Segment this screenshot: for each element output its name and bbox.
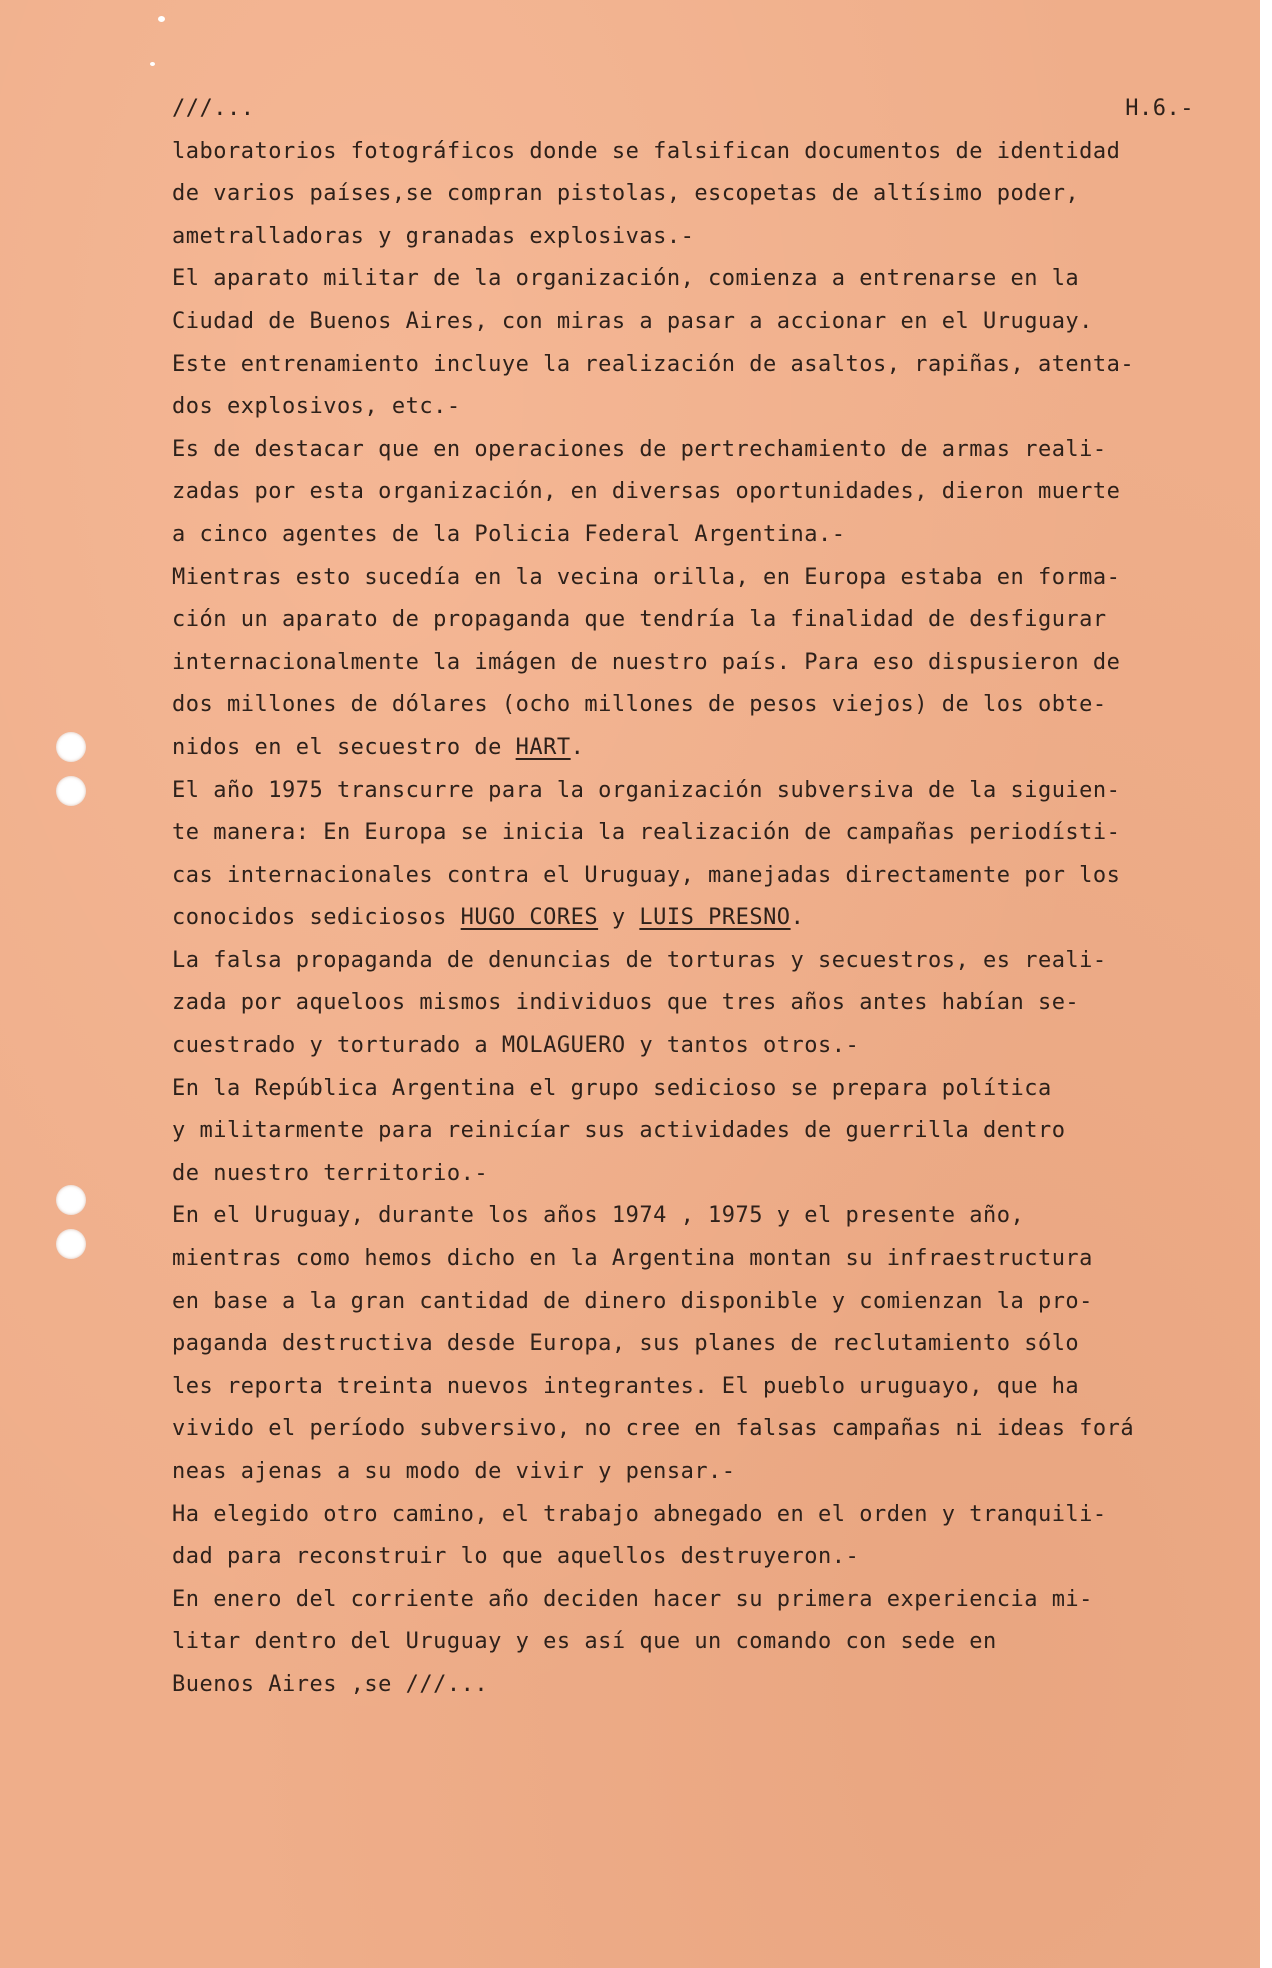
text-line: ametralladoras y granadas explosivas.- <box>172 223 695 249</box>
text-line: laboratorios fotográficos donde se falsifican documentos de identidad <box>172 138 1121 164</box>
text-line: Ha elegido otro camino, el trabajo abnegado en el orden y tranquili- <box>172 1501 1107 1527</box>
text-line: zadas por esta organización, en diversas oportunidades, dieron muerte <box>172 479 1121 505</box>
text-line: vivido el período subversivo, no cree en falsas campañas ni ideas forá <box>172 1416 1135 1442</box>
binder-hole <box>56 776 86 806</box>
text-line: ción un aparato de propaganda que tendría la finalidad de desfigurar <box>172 607 1107 633</box>
text-line: zada por aqueloos mismos individuos que tres años antes habían se- <box>172 990 1080 1016</box>
text-line: Es de destacar que en operaciones de pertrechamiento de armas reali- <box>172 436 1107 462</box>
text-line: litar dentro del Uruguay y es así que un comando con sede en <box>172 1629 997 1655</box>
text-line: cas internacionales contra el Uruguay, manejadas directamente por los <box>172 862 1121 888</box>
text-line: les reporta treinta nuevos integrantes. El pueblo uruguayo, que ha <box>172 1373 1080 1399</box>
text-line: a cinco agentes de la Policia Federal Argentina.- <box>172 521 846 547</box>
text-line: en base a la gran cantidad de dinero disponible y comienzan la pro- <box>172 1288 1093 1314</box>
text-line: conocidos sediciosos HUGO CORES y LUIS PRESNO. <box>172 905 805 931</box>
page-number: H.6.- <box>1125 96 1194 121</box>
text-line: Mientras esto sucedía en la vecina orilla, en Europa estaba en forma- <box>172 564 1121 590</box>
text-line: y militarmente para reinicíar sus actividades de guerrilla dentro <box>172 1118 1066 1144</box>
text-line: internacionalmente la imágen de nuestro país. Para eso dispusieron de <box>172 649 1121 675</box>
text-line: Este entrenamiento incluye la realización de asaltos, rapiñas, atenta- <box>172 351 1135 377</box>
underlined-name: HART <box>515 734 571 760</box>
binder-hole <box>56 732 86 762</box>
page-header <box>172 88 1232 131</box>
binder-hole <box>56 1229 86 1259</box>
text-line: dad para reconstruir lo que aquellos destruyeron.- <box>172 1544 860 1570</box>
binder-hole <box>56 1185 86 1215</box>
text-line: neas ajenas a su modo de vivir y pensar.- <box>172 1459 736 1484</box>
text-line: te manera: En Europa se inicia la realización de campañas periodísti- <box>172 820 1121 846</box>
text-line: Ciudad de Buenos Aires, con miras a pasar a accionar en el Uruguay. <box>172 308 1093 334</box>
continuation-mark: ///... <box>172 96 255 121</box>
paper-speck <box>150 62 155 66</box>
text-line: El aparato militar de la organización, comienza a entrenarse en la <box>172 266 1080 292</box>
text-line: de nuestro territorio.- <box>172 1160 489 1186</box>
text-line: dos explosivos, etc.- <box>172 394 461 420</box>
text-line: de varios países,se compran pistolas, escopetas de altísimo poder, <box>172 181 1080 207</box>
text-line: En el Uruguay, durante los años 1974 , 1975 y el presente año, <box>172 1203 1025 1229</box>
text-line: dos millones de dólares (ocho millones de pesos viejos) de los obte- <box>172 692 1107 718</box>
text-line: paganda destructiva desde Europa, sus planes de reclutamiento sólo <box>172 1331 1080 1357</box>
text-line: El año 1975 transcurre para la organización subversiva de la siguien- <box>172 777 1121 803</box>
paper-speck <box>158 16 165 22</box>
text-line: Buenos Aires ,se ///... <box>172 1671 489 1697</box>
text-line: La falsa propaganda de denuncias de torturas y secuestros, es reali- <box>172 947 1107 973</box>
typewritten-text <box>172 88 1232 1707</box>
text-line: En enero del corriente año deciden hacer su primera experiencia mi- <box>172 1586 1093 1612</box>
text-line: mientras como hemos dicho en la Argentina montan su infraestructura <box>172 1246 1093 1272</box>
underlined-name: LUIS PRESNO <box>639 905 791 931</box>
text-line: nidos en el secuestro de HART. <box>172 734 585 760</box>
text-line: En la República Argentina el grupo sedicioso se prepara política <box>172 1075 1052 1101</box>
text-line: cuestrado y torturado a MOLAGUERO y tantos otros.- <box>172 1033 860 1059</box>
underlined-name: HUGO CORES <box>460 905 599 931</box>
